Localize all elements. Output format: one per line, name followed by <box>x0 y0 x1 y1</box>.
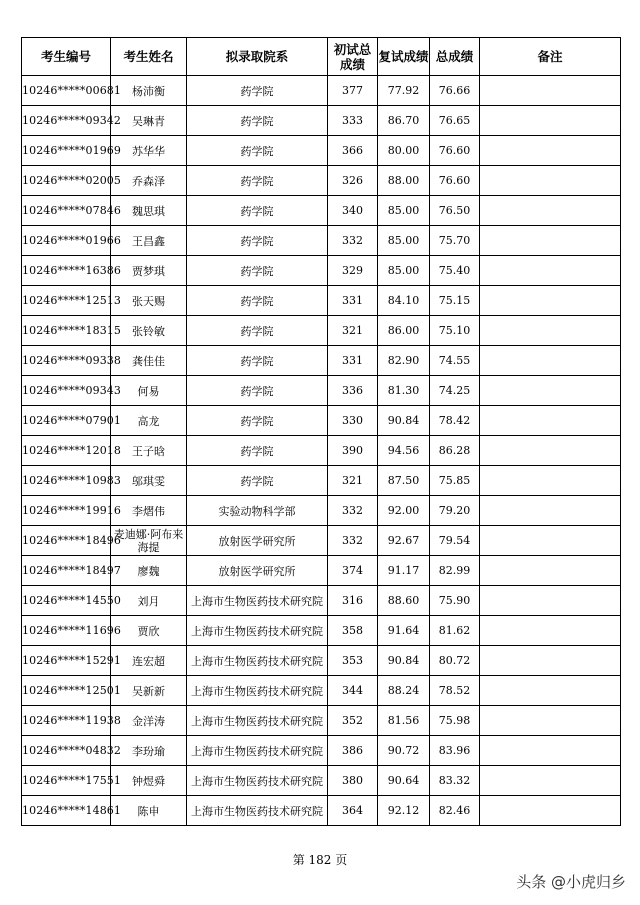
cell-department: 药学院 <box>187 76 328 106</box>
table-row <box>22 556 621 586</box>
cell-total-score: 78.42 <box>430 406 480 436</box>
cell-candidate-name: 麦迪娜·阿布来海提 <box>111 526 187 556</box>
cell-department: 上海市生物医药技术研究院 <box>187 586 328 616</box>
cell-department: 上海市生物医药技术研究院 <box>187 736 328 766</box>
cell-total-score: 80.72 <box>430 646 480 676</box>
table-row <box>22 406 621 436</box>
cell-department: 药学院 <box>187 466 328 496</box>
col-header-candidate-id: 考生编号 <box>22 38 111 76</box>
cell-retest-score: 85.00 <box>378 226 430 256</box>
cell-department: 药学院 <box>187 226 328 256</box>
cell-candidate-id: 10246*****12501 <box>22 676 111 706</box>
cell-remarks <box>480 676 621 706</box>
cell-candidate-id: 10246*****16386 <box>22 256 111 286</box>
watermark: 头条 @小虎归乡 <box>516 873 626 891</box>
cell-department: 上海市生物医药技术研究院 <box>187 796 328 826</box>
cell-department: 药学院 <box>187 136 328 166</box>
cell-initial-score: 386 <box>328 736 378 766</box>
cell-total-score: 76.66 <box>430 76 480 106</box>
cell-remarks <box>480 316 621 346</box>
cell-initial-score: 330 <box>328 406 378 436</box>
cell-retest-score: 87.50 <box>378 466 430 496</box>
cell-initial-score: 364 <box>328 796 378 826</box>
cell-total-score: 74.25 <box>430 376 480 406</box>
cell-candidate-name: 李熠伟 <box>111 496 187 526</box>
cell-department: 药学院 <box>187 166 328 196</box>
cell-candidate-name: 吴新新 <box>111 676 187 706</box>
table-body <box>22 76 621 826</box>
cell-candidate-id: 10246*****01966 <box>22 226 111 256</box>
cell-candidate-name: 贾梦琪 <box>111 256 187 286</box>
cell-total-score: 81.62 <box>430 616 480 646</box>
cell-total-score: 75.90 <box>430 586 480 616</box>
cell-department: 药学院 <box>187 316 328 346</box>
cell-total-score: 78.52 <box>430 676 480 706</box>
cell-candidate-name: 廖魏 <box>111 556 187 586</box>
cell-candidate-name: 邬琪雯 <box>111 466 187 496</box>
cell-total-score: 79.20 <box>430 496 480 526</box>
table-row <box>22 346 621 376</box>
cell-retest-score: 81.30 <box>378 376 430 406</box>
cell-candidate-name: 钟煜舜 <box>111 766 187 796</box>
cell-candidate-id: 10246*****10983 <box>22 466 111 496</box>
table-row <box>22 496 621 526</box>
cell-remarks <box>480 526 621 556</box>
table-row <box>22 376 621 406</box>
cell-remarks <box>480 286 621 316</box>
cell-initial-score: 331 <box>328 286 378 316</box>
cell-candidate-id: 10246*****15291 <box>22 646 111 676</box>
cell-remarks <box>480 226 621 256</box>
cell-department: 药学院 <box>187 196 328 226</box>
cell-remarks <box>480 436 621 466</box>
cell-candidate-id: 10246*****11938 <box>22 706 111 736</box>
cell-candidate-name: 王子晗 <box>111 436 187 466</box>
table-row <box>22 106 621 136</box>
cell-candidate-name: 张铃敏 <box>111 316 187 346</box>
table-row <box>22 166 621 196</box>
table-row <box>22 436 621 466</box>
cell-remarks <box>480 736 621 766</box>
cell-total-score: 82.46 <box>430 796 480 826</box>
cell-initial-score: 358 <box>328 616 378 646</box>
cell-candidate-name: 高龙 <box>111 406 187 436</box>
cell-candidate-id: 10246*****18315 <box>22 316 111 346</box>
cell-initial-score: 331 <box>328 346 378 376</box>
cell-total-score: 79.54 <box>430 526 480 556</box>
cell-candidate-name: 刘月 <box>111 586 187 616</box>
cell-candidate-name: 吴琳青 <box>111 106 187 136</box>
cell-total-score: 82.99 <box>430 556 480 586</box>
cell-candidate-id: 10246*****09342 <box>22 106 111 136</box>
cell-initial-score: 321 <box>328 466 378 496</box>
cell-candidate-id: 10246*****01969 <box>22 136 111 166</box>
cell-remarks <box>480 616 621 646</box>
cell-department: 上海市生物医药技术研究院 <box>187 646 328 676</box>
table-row <box>22 286 621 316</box>
cell-department: 药学院 <box>187 376 328 406</box>
cell-department: 药学院 <box>187 346 328 376</box>
table-row <box>22 466 621 496</box>
cell-retest-score: 90.64 <box>378 766 430 796</box>
cell-retest-score: 94.56 <box>378 436 430 466</box>
cell-total-score: 76.65 <box>430 106 480 136</box>
cell-retest-score: 77.92 <box>378 76 430 106</box>
table-row <box>22 256 621 286</box>
cell-retest-score: 85.00 <box>378 196 430 226</box>
cell-candidate-id: 10246*****11696 <box>22 616 111 646</box>
cell-department: 药学院 <box>187 406 328 436</box>
cell-total-score: 75.15 <box>430 286 480 316</box>
table-row <box>22 196 621 226</box>
table-row <box>22 706 621 736</box>
cell-candidate-id: 10246*****17551 <box>22 766 111 796</box>
cell-remarks <box>480 346 621 376</box>
cell-department: 药学院 <box>187 286 328 316</box>
cell-initial-score: 390 <box>328 436 378 466</box>
cell-retest-score: 91.17 <box>378 556 430 586</box>
cell-candidate-name: 苏华华 <box>111 136 187 166</box>
cell-initial-score: 374 <box>328 556 378 586</box>
cell-department: 上海市生物医药技术研究院 <box>187 616 328 646</box>
table-row <box>22 586 621 616</box>
cell-initial-score: 321 <box>328 316 378 346</box>
table-row <box>22 226 621 256</box>
cell-retest-score: 88.00 <box>378 166 430 196</box>
cell-initial-score: 332 <box>328 226 378 256</box>
cell-retest-score: 85.00 <box>378 256 430 286</box>
cell-remarks <box>480 106 621 136</box>
cell-candidate-name: 张天赐 <box>111 286 187 316</box>
cell-remarks <box>480 646 621 676</box>
cell-candidate-id: 10246*****14550 <box>22 586 111 616</box>
cell-initial-score: 352 <box>328 706 378 736</box>
cell-retest-score: 90.72 <box>378 736 430 766</box>
cell-candidate-name: 杨沛衡 <box>111 76 187 106</box>
cell-department: 药学院 <box>187 436 328 466</box>
cell-department: 上海市生物医药技术研究院 <box>187 706 328 736</box>
cell-candidate-id: 10246*****14861 <box>22 796 111 826</box>
cell-retest-score: 81.56 <box>378 706 430 736</box>
cell-candidate-id: 10246*****09338 <box>22 346 111 376</box>
cell-department: 药学院 <box>187 256 328 286</box>
cell-total-score: 76.60 <box>430 136 480 166</box>
cell-initial-score: 353 <box>328 646 378 676</box>
col-header-candidate-name: 考生姓名 <box>111 38 187 76</box>
cell-remarks <box>480 556 621 586</box>
cell-retest-score: 92.00 <box>378 496 430 526</box>
cell-remarks <box>480 706 621 736</box>
cell-candidate-id: 10246*****02005 <box>22 166 111 196</box>
cell-retest-score: 82.90 <box>378 346 430 376</box>
cell-initial-score: 380 <box>328 766 378 796</box>
cell-total-score: 76.50 <box>430 196 480 226</box>
cell-candidate-id: 10246*****18497 <box>22 556 111 586</box>
cell-initial-score: 377 <box>328 76 378 106</box>
cell-retest-score: 88.24 <box>378 676 430 706</box>
cell-candidate-name: 李玢瑜 <box>111 736 187 766</box>
cell-candidate-id: 10246*****12018 <box>22 436 111 466</box>
cell-retest-score: 90.84 <box>378 646 430 676</box>
cell-candidate-name: 金洋涛 <box>111 706 187 736</box>
cell-total-score: 83.32 <box>430 766 480 796</box>
table-row <box>22 796 621 826</box>
page-number: 第 182 页 <box>292 853 348 867</box>
cell-initial-score: 336 <box>328 376 378 406</box>
cell-candidate-id: 10246*****04832 <box>22 736 111 766</box>
cell-candidate-name: 陈申 <box>111 796 187 826</box>
cell-candidate-id: 10246*****18496 <box>22 526 111 556</box>
table-row <box>22 316 621 346</box>
col-header-remarks: 备注 <box>480 38 621 76</box>
cell-total-score: 75.40 <box>430 256 480 286</box>
cell-retest-score: 84.10 <box>378 286 430 316</box>
cell-total-score: 86.28 <box>430 436 480 466</box>
col-header-department: 拟录取院系 <box>187 38 328 76</box>
cell-remarks <box>480 256 621 286</box>
cell-candidate-id: 10246*****00681 <box>22 76 111 106</box>
table-row <box>22 646 621 676</box>
cell-initial-score: 333 <box>328 106 378 136</box>
cell-initial-score: 332 <box>328 496 378 526</box>
cell-candidate-name: 魏思琪 <box>111 196 187 226</box>
table-row <box>22 766 621 796</box>
cell-total-score: 75.85 <box>430 466 480 496</box>
cell-total-score: 83.96 <box>430 736 480 766</box>
cell-retest-score: 86.70 <box>378 106 430 136</box>
cell-total-score: 76.60 <box>430 166 480 196</box>
cell-department: 放射医学研究所 <box>187 526 328 556</box>
cell-candidate-name: 王昌鑫 <box>111 226 187 256</box>
cell-remarks <box>480 586 621 616</box>
table-row <box>22 526 621 556</box>
cell-initial-score: 332 <box>328 526 378 556</box>
cell-remarks <box>480 466 621 496</box>
cell-remarks <box>480 76 621 106</box>
cell-candidate-id: 10246*****19916 <box>22 496 111 526</box>
cell-total-score: 75.98 <box>430 706 480 736</box>
cell-remarks <box>480 136 621 166</box>
cell-remarks <box>480 766 621 796</box>
cell-candidate-id: 10246*****12513 <box>22 286 111 316</box>
cell-retest-score: 92.12 <box>378 796 430 826</box>
cell-department: 上海市生物医药技术研究院 <box>187 766 328 796</box>
cell-department: 实验动物科学部 <box>187 496 328 526</box>
cell-candidate-name: 乔森泽 <box>111 166 187 196</box>
col-header-retest-score: 复试成绩 <box>378 38 430 76</box>
cell-candidate-id: 10246*****07901 <box>22 406 111 436</box>
cell-remarks <box>480 796 621 826</box>
cell-department: 放射医学研究所 <box>187 556 328 586</box>
cell-total-score: 75.10 <box>430 316 480 346</box>
table-row <box>22 136 621 166</box>
cell-remarks <box>480 376 621 406</box>
cell-remarks <box>480 496 621 526</box>
cell-retest-score: 90.84 <box>378 406 430 436</box>
cell-retest-score: 86.00 <box>378 316 430 346</box>
cell-initial-score: 340 <box>328 196 378 226</box>
cell-retest-score: 80.00 <box>378 136 430 166</box>
col-header-initial-score: 初试总成绩 <box>328 38 378 76</box>
cell-remarks <box>480 166 621 196</box>
cell-initial-score: 344 <box>328 676 378 706</box>
admission-table <box>21 37 621 826</box>
cell-retest-score: 91.64 <box>378 616 430 646</box>
col-header-total-score: 总成绩 <box>430 38 480 76</box>
header-row <box>22 38 621 76</box>
cell-initial-score: 316 <box>328 586 378 616</box>
cell-candidate-name: 何易 <box>111 376 187 406</box>
cell-retest-score: 92.67 <box>378 526 430 556</box>
cell-remarks <box>480 196 621 226</box>
table-row <box>22 736 621 766</box>
cell-candidate-id: 10246*****07846 <box>22 196 111 226</box>
cell-total-score: 74.55 <box>430 346 480 376</box>
cell-remarks <box>480 406 621 436</box>
cell-candidate-name: 连宏超 <box>111 646 187 676</box>
cell-total-score: 75.70 <box>430 226 480 256</box>
cell-candidate-name: 龚佳佳 <box>111 346 187 376</box>
table-row <box>22 676 621 706</box>
cell-department: 上海市生物医药技术研究院 <box>187 676 328 706</box>
cell-initial-score: 366 <box>328 136 378 166</box>
table-row <box>22 616 621 646</box>
cell-candidate-id: 10246*****09343 <box>22 376 111 406</box>
table-row <box>22 76 621 106</box>
cell-initial-score: 326 <box>328 166 378 196</box>
cell-initial-score: 329 <box>328 256 378 286</box>
cell-department: 药学院 <box>187 106 328 136</box>
cell-retest-score: 88.60 <box>378 586 430 616</box>
cell-candidate-name: 贾欣 <box>111 616 187 646</box>
